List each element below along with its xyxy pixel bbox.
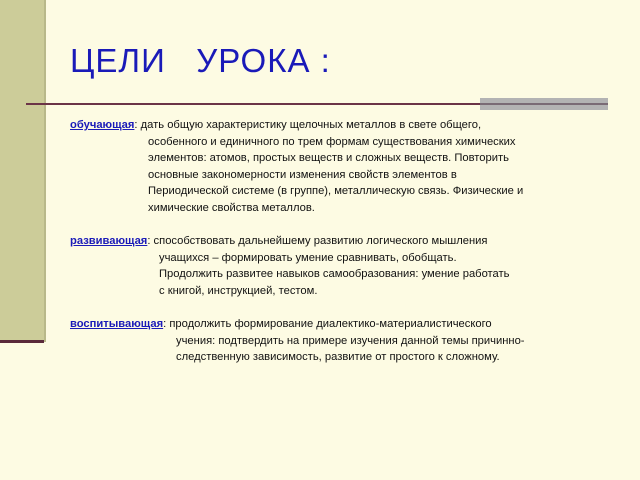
goal-text: элементов: атомов, простых веществ и сложных веществ. Повторить	[148, 152, 509, 165]
slide-title: ЦЕЛИ УРОКА :	[70, 42, 331, 79]
goal-label-colon: :	[147, 235, 151, 248]
goal-label: обучающая	[70, 119, 135, 131]
goal-text: химические свойства металлов.	[148, 201, 315, 214]
goal-educational	[70, 117, 620, 217]
goal-label-colon: :	[163, 318, 167, 331]
goal-text: дать общую характеристику щелочных металлов в свете общего,	[137, 119, 482, 131]
goal-text: продолжить формирование диалектико-материалистического	[166, 318, 492, 331]
goal-upbringing	[70, 316, 620, 366]
goal-label-colon: :	[134, 119, 138, 131]
lesson-goals	[70, 117, 620, 383]
goal-text: Продолжить развитее навыков самообразования: умение работать	[159, 268, 510, 281]
goal-label: воспитывающая	[70, 318, 164, 331]
goal-line	[70, 316, 620, 333]
goal-text: Периодической системе (в группе), металлическую связь. Физические и	[148, 185, 524, 198]
goal-line	[70, 117, 620, 134]
goal-label: развивающая	[70, 235, 148, 248]
goal-text: учения: подтвердить на примере изучения данной темы причинно-	[176, 334, 525, 347]
goal-text: учащихся – формировать умение сравнивать, обобщать.	[159, 251, 457, 264]
divider-accent-line	[480, 103, 608, 105]
goal-developmental	[70, 233, 620, 299]
goal-text: способствовать дальнейшему развитию логического мышления	[150, 235, 488, 248]
goal-text: следственную зависимость, развитие от простого к сложному.	[176, 351, 500, 364]
goal-text: с книгой, инструкцией, тестом.	[159, 284, 318, 297]
left-decor-band	[0, 0, 46, 342]
goal-text: основные закономерности изменения свойств элементов в	[148, 168, 457, 181]
goal-line	[70, 233, 620, 250]
left-decor-band-edge	[0, 340, 44, 343]
goal-text: особенного и единичного по трем формам существования химических	[148, 135, 516, 148]
